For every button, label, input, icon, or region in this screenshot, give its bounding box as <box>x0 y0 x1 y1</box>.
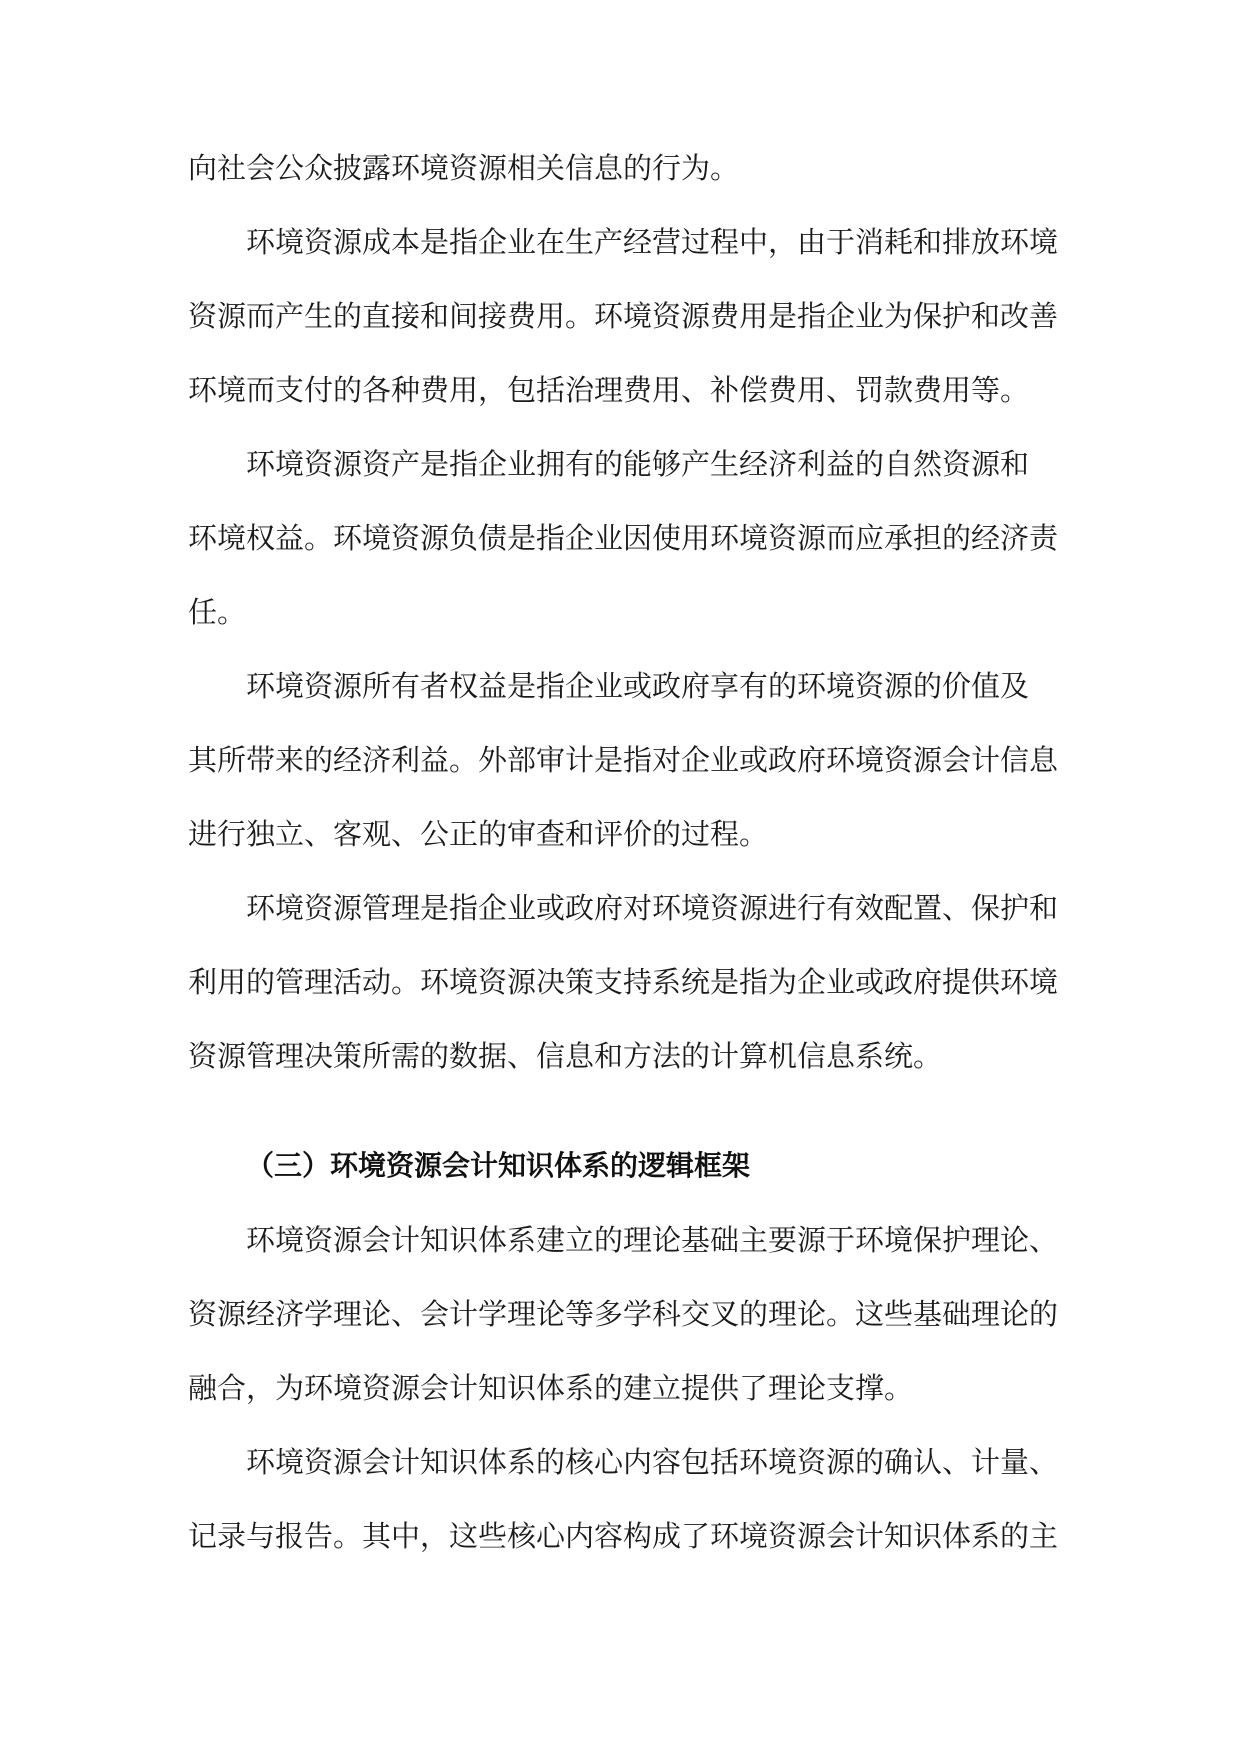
section-heading: （三）环境资源会计知识体系的逻辑框架 <box>246 1149 751 1182</box>
paragraph-line: 环境权益。环境资源负债是指企业因使用环境资源而应承担的经济责 <box>188 521 1059 555</box>
paragraph-line: 向社会公众披露环境资源相关信息的行为。 <box>188 151 740 185</box>
paragraph-line: 环境资源成本是指企业在生产经营过程中，由于消耗和排放环境 <box>246 225 1059 259</box>
paragraph-line: 融合，为环境资源会计知识体系的建立提供了理论支撑。 <box>188 1371 914 1405</box>
paragraph-line: 资源管理决策所需的数据、信息和方法的计算机信息系统。 <box>188 1039 943 1073</box>
paragraph-line: 进行独立、客观、公正的审查和评价的过程。 <box>188 817 769 851</box>
paragraph-line: 资源而产生的直接和间接费用。环境资源费用是指企业为保护和改善 <box>188 299 1059 333</box>
paragraph-line: 环境而支付的各种费用，包括治理费用、补偿费用、罚款费用等。 <box>188 373 1030 407</box>
paragraph-line: 资源经济学理论、会计学理论等多学科交叉的理论。这些基础理论的 <box>188 1297 1059 1331</box>
paragraph-line: 任。 <box>188 595 247 629</box>
paragraph-line: 环境资源会计知识体系的核心内容包括环境资源的确认、计量、 <box>246 1445 1059 1479</box>
paragraph-line: 环境资源管理是指企业或政府对环境资源进行有效配置、保护和 <box>246 891 1059 925</box>
paragraph-line: 环境资源所有者权益是指企业或政府享有的环境资源的价值及 <box>246 669 1030 703</box>
paragraph-line: 记录与报告。其中，这些核心内容构成了环境资源会计知识体系的主 <box>188 1519 1059 1553</box>
paragraph-line: 利用的管理活动。环境资源决策支持系统是指为企业或政府提供环境 <box>188 965 1059 999</box>
paragraph-line: 其所带来的经济利益。外部审计是指对企业或政府环境资源会计信息 <box>188 743 1059 777</box>
paragraph-line: 环境资源资产是指企业拥有的能够产生经济利益的自然资源和 <box>246 447 1030 481</box>
paragraph-line: 环境资源会计知识体系建立的理论基础主要源于环境保护理论、 <box>246 1223 1059 1257</box>
